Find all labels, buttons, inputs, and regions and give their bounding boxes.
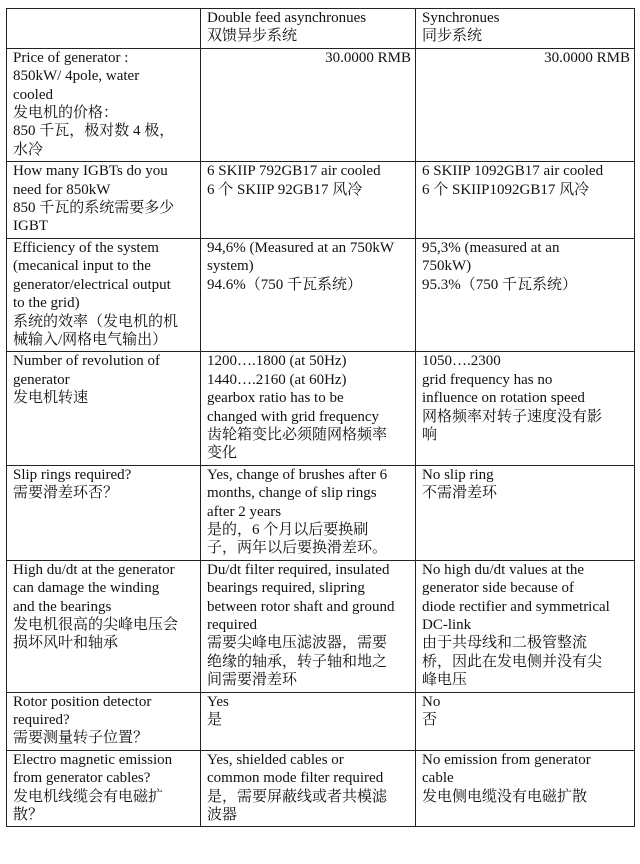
double-feed-cell-line: 1200….1800 (at 50Hz) <box>207 353 347 370</box>
row-label-cell-line: 发电机的价格： <box>13 105 119 122</box>
double-feed-cell-line: Yes, change of brushes after 6 <box>207 466 388 483</box>
double-feed-cell <box>201 560 416 692</box>
row-label-cell <box>7 465 201 560</box>
header-cell-synchronous-line: Synchronues <box>422 10 500 26</box>
row-label-cell-line: 散？ <box>13 807 44 824</box>
double-feed-cell <box>201 465 416 560</box>
double-feed-cell-line: 波器 <box>207 807 238 824</box>
synchronous-cell-line: diode rectifier and symmetrical <box>422 598 610 615</box>
row-label-cell-line: generator/electrical output <box>13 276 171 293</box>
double-feed-cell-line: 30.0000 RMB <box>325 49 411 66</box>
row-label-cell-line: 械输入/网格电气输出） <box>13 331 168 348</box>
synchronous-cell-line: grid frequency has no <box>422 371 553 388</box>
double-feed-cell-line: 6 个 SKIIP 92GB17 风冷 <box>207 181 363 198</box>
row-label-cell-line: from generator cables? <box>13 770 151 787</box>
synchronous-cell <box>416 560 635 692</box>
row-label-cell-line: 损坏风叶和轴承 <box>13 635 119 652</box>
row-label-cell-line: How many IGBTs do you <box>13 163 168 180</box>
row-label-cell <box>7 560 201 692</box>
double-feed-cell-line: 94.6%（750 千瓦系统） <box>207 276 362 293</box>
row-label-cell-line: generator <box>13 371 70 388</box>
synchronous-cell-line: 95.3%（750 千瓦系统） <box>422 276 577 293</box>
double-feed-cell <box>201 162 416 239</box>
synchronous-cell-line: 95,3% (measured at an <box>422 239 560 256</box>
comparison-table <box>6 8 635 827</box>
double-feed-cell-line: required <box>207 617 257 633</box>
row-label-cell-line: Rotor position detector <box>13 693 152 710</box>
row-label-cell-line: IGBT <box>13 218 48 235</box>
row-label-cell-line: 需要测量转子位置？ <box>13 730 149 747</box>
double-feed-cell-line: 是，需要屏蔽线或者共模滤 <box>207 788 388 805</box>
row-label-cell-line: Efficiency of the system <box>13 239 159 256</box>
row-label-cell-line: can damage the winding <box>13 580 160 597</box>
double-feed-cell <box>201 238 416 351</box>
double-feed-cell <box>201 750 416 827</box>
table-row <box>7 465 635 560</box>
synchronous-cell-line: No <box>422 693 441 710</box>
header-cell-synchronous-line: 同步系统 <box>422 28 483 45</box>
synchronous-cell-line: 响 <box>422 426 438 443</box>
table-row <box>7 750 635 827</box>
double-feed-cell-line: changed with grid frequency <box>207 408 380 425</box>
synchronous-cell <box>416 750 635 827</box>
row-label-cell-line: Electro magnetic emission <box>13 751 173 768</box>
synchronous-cell-line: 6 个 SKIIP1092GB17 风冷 <box>422 181 590 198</box>
double-feed-cell-line: bearings required, slipring <box>207 580 365 597</box>
row-label-cell-line: required? <box>13 712 70 729</box>
row-label-cell-line: 发电机线缆会有电磁扩 <box>13 788 164 805</box>
row-label-cell-line: (mecanical input to the <box>13 258 151 275</box>
header-cell-double-feed-line: 双馈异步系统 <box>207 28 298 45</box>
table-row <box>7 238 635 351</box>
double-feed-cell-line: 6 SKIIP 792GB17 air cooled <box>207 163 381 180</box>
synchronous-cell-line: No emission from generator <box>422 751 591 768</box>
synchronous-cell-line: 峰电压 <box>422 672 468 689</box>
row-label-cell-line: 需要滑差环否？ <box>13 485 119 502</box>
synchronous-cell-line: influence on rotation speed <box>422 390 585 407</box>
row-label-cell <box>7 48 201 161</box>
double-feed-cell-line: Yes, shielded cables or <box>207 751 344 768</box>
row-label-cell-line: need for 850kW <box>13 181 111 198</box>
double-feed-cell-line: Du/dt filter required, insulated <box>207 561 390 578</box>
table-row <box>7 162 635 239</box>
row-label-cell-line: 水冷 <box>13 141 44 158</box>
row-label-cell-line: cooled <box>13 86 53 103</box>
double-feed-cell-line: 94,6% (Measured at an 750kW <box>207 239 395 256</box>
row-label-cell <box>7 352 201 465</box>
synchronous-cell-line: 30.0000 RMB <box>544 49 630 66</box>
synchronous-cell-line: 网格频率对转子速度没有影 <box>422 408 603 425</box>
row-label-cell-line: 850kW/ 4pole, water <box>13 68 140 85</box>
row-label-cell <box>7 238 201 351</box>
header-row <box>7 9 635 49</box>
double-feed-cell-line: 1440….2160 (at 60Hz) <box>207 371 347 388</box>
row-label-cell <box>7 162 201 239</box>
row-label-cell-line: Number of revolution of <box>13 353 161 370</box>
synchronous-cell <box>416 352 635 465</box>
double-feed-cell-line: 是 <box>207 712 223 729</box>
synchronous-cell-line: 750kW) <box>422 258 472 275</box>
synchronous-cell <box>416 692 635 750</box>
synchronous-cell-line: 桥，因此在发电侧并没有尖 <box>422 653 603 670</box>
header-cell-synchronous <box>416 9 635 49</box>
synchronous-cell <box>416 162 635 239</box>
double-feed-cell-line: common mode filter required <box>207 770 384 787</box>
row-label-cell-line: to the grid) <box>13 295 80 312</box>
synchronous-cell-line: cable <box>422 770 454 787</box>
double-feed-cell-line: 子，两年以后要换滑差环。 <box>207 540 388 557</box>
row-label-cell-line: Slip rings required? <box>13 466 132 483</box>
double-feed-cell-line: between rotor shaft and ground <box>207 598 395 615</box>
double-feed-cell-line: 间需要滑差环 <box>207 672 298 689</box>
synchronous-cell <box>416 238 635 351</box>
double-feed-cell <box>201 352 416 465</box>
double-feed-cell-line: 是的，6 个月以后要换刷 <box>207 521 369 538</box>
synchronous-cell <box>416 48 635 161</box>
row-label-cell-line: 850 千瓦的系统需要多少 <box>13 200 175 217</box>
header-cell-empty <box>7 9 201 49</box>
synchronous-cell-line: generator side because of <box>422 580 575 597</box>
header-cell-double-feed-line: Double feed asynchronues <box>207 10 367 26</box>
double-feed-cell-line: 绝缘的轴承，转子轴和地之 <box>207 653 388 670</box>
table-row <box>7 560 635 692</box>
synchronous-cell-line: 6 SKIIP 1092GB17 air cooled <box>422 163 604 180</box>
synchronous-cell-line: 不需滑差环 <box>422 485 498 502</box>
double-feed-cell-line: gearbox ratio has to be <box>207 390 344 407</box>
double-feed-cell-line: 齿轮箱变比必须随网格频率 <box>207 426 388 443</box>
double-feed-cell <box>201 48 416 161</box>
synchronous-cell-line: 1050….2300 <box>422 353 501 370</box>
row-label-cell-line: 系统的效率（发电机的机 <box>13 313 179 330</box>
synchronous-cell-line: No slip ring <box>422 466 494 483</box>
synchronous-cell-line: DC-link <box>422 617 472 633</box>
double-feed-cell <box>201 692 416 750</box>
double-feed-cell-line: Yes <box>207 693 229 710</box>
table-row <box>7 692 635 750</box>
row-label-cell-line: Price of generator : <box>13 49 129 66</box>
header-cell-double-feed <box>201 9 416 49</box>
row-label-cell-line: and the bearings <box>13 598 112 615</box>
row-label-cell-line: 发电机转速 <box>13 390 89 407</box>
double-feed-cell-line: 需要尖峰电压滤波器，需要 <box>207 635 388 652</box>
row-label-cell-line: High du/dt at the generator <box>13 561 175 578</box>
row-label-cell-line: 850 千瓦，极对数 4 极， <box>13 123 175 140</box>
synchronous-cell <box>416 465 635 560</box>
row-label-cell-line: 发电机很高的尖峰电压会 <box>13 617 179 633</box>
synchronous-cell-line: 否 <box>422 712 438 729</box>
double-feed-cell-line: system) <box>207 258 254 275</box>
synchronous-cell-line: No high du/dt values at the <box>422 561 585 578</box>
double-feed-cell-line: 变化 <box>207 445 238 462</box>
table-row <box>7 48 635 161</box>
table-row <box>7 352 635 465</box>
row-label-cell <box>7 750 201 827</box>
row-label-cell <box>7 692 201 750</box>
synchronous-cell-line: 发电侧电缆没有电磁扩散 <box>422 788 588 805</box>
comparison-table-body <box>7 9 635 827</box>
double-feed-cell-line: months, change of slip rings <box>207 485 377 502</box>
synchronous-cell-line: 由于共母线和二极管整流 <box>422 635 588 652</box>
double-feed-cell-line: after 2 years <box>207 503 282 520</box>
